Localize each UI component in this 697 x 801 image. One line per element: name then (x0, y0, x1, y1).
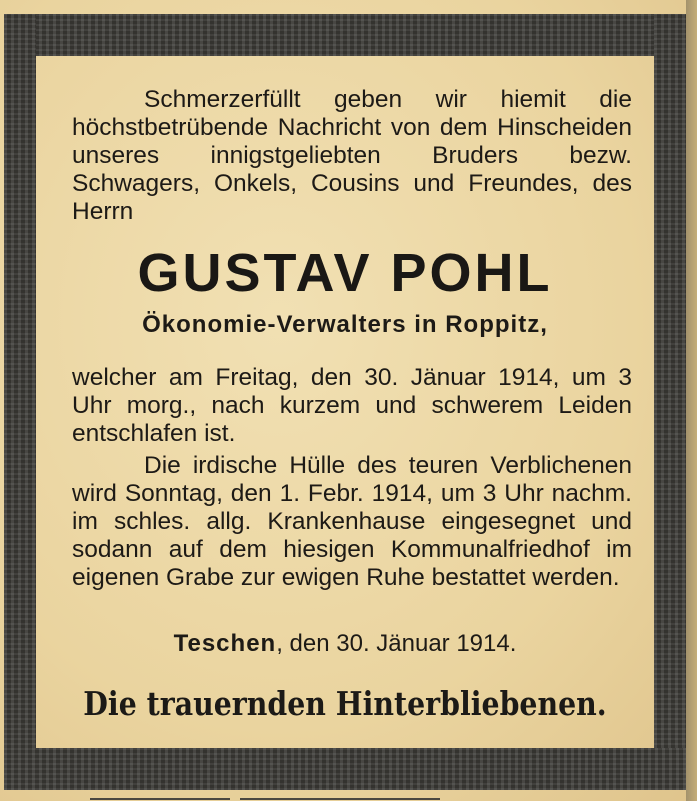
mourning-border-right (654, 14, 686, 790)
rule-1 (90, 798, 230, 800)
intro-paragraph: Schmerzerfüllt geben wir hiemit die höchstbetrübende Nachricht von dem Hinscheiden unseres innigstgeliebten Bruders bezw. Schwagers, Onkels, Cousins und Freundes, des Herrn (72, 86, 632, 225)
mourning-border-left (4, 14, 36, 790)
occupation-line: Ökonomie-Verwalters in Roppitz, (142, 311, 548, 338)
date-text: , den 30. Jänuar 1914. (276, 630, 517, 657)
mourning-border-top (4, 14, 686, 56)
place-name: Teschen (173, 630, 277, 657)
mourning-border-bottom (4, 748, 686, 790)
funeral-paragraph: Die irdische Hülle des teuren Verblichenen wird Sonntag, den 1. Febr. 1914, um 3 Uhr nachm. im schles. allg. Krankenhause eingesegnet und sodann auf dem hiesigen Kommunalfriedhof im eigenen Grabe zur ewigen Ruhe bestattet werden. (72, 452, 632, 591)
death-paragraph: welcher am Freitag, den 30. Jänuar 1914, um 3 Uhr morg., nach kurzem und schwerem Leiden entschlafen ist. (72, 364, 632, 447)
rule-2 (240, 798, 380, 800)
place-date-line (40, 630, 650, 658)
rule-3 (380, 798, 440, 800)
deceased-name: GUSTAV POHL (137, 243, 553, 303)
signature-line: Die trauernden Hinterbliebenen. (83, 684, 607, 723)
page-edge (686, 0, 697, 801)
